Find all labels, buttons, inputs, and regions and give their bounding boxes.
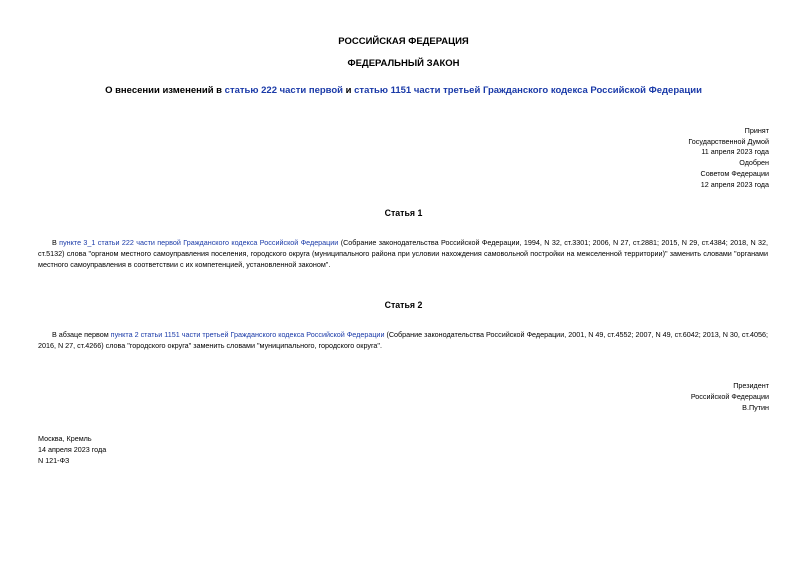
signature-line: Президент bbox=[733, 381, 769, 390]
adoption-line: Принят bbox=[744, 126, 769, 135]
article-2-heading: Статья 2 bbox=[384, 300, 423, 310]
country-heading: РОССИЙСКАЯ ФЕДЕРАЦИЯ bbox=[338, 36, 469, 47]
adoption-line: Государственной Думой bbox=[688, 136, 769, 146]
article-2-prefix: В абзаце первом bbox=[52, 330, 111, 339]
date-line: 14 апреля 2023 года bbox=[38, 444, 107, 454]
article-1-body: (Собрание законодательства Российской Федерации, 1994, N 32, ст.3301; 2006, N 27, ст.2881; 2015, N 29, ст.4384; 2018, N 32, ст.5132) слова "органом местного самоуправления поселения, городского округа (муниципального района при условии нахождения самовольной постройки на межселенной территории)" заменить словами "органами местного самоуправления в соответствии с их компетенцией, установленной законом". bbox=[38, 238, 768, 269]
article-2-link[interactable]: пункта 2 статьи 1151 части третьей Гражданского кодекса Российской Федерации bbox=[110, 330, 385, 339]
signature-block bbox=[569, 381, 769, 413]
doc-type-heading: ФЕДЕРАЛЬНЫЙ ЗАКОН bbox=[347, 58, 460, 69]
place-date-block bbox=[38, 434, 106, 466]
place-line: Москва, Кремль bbox=[38, 434, 92, 443]
adoption-line: Одобрен bbox=[739, 158, 769, 168]
article-1-heading: Статья 1 bbox=[384, 208, 423, 218]
title-link-article-222[interactable]: статью 222 части первой bbox=[224, 85, 344, 96]
title-link-article-1151[interactable]: статью 1151 части третьей Гражданского кодекса Российской Федерации bbox=[354, 85, 702, 96]
signature-line: Российской Федерации bbox=[690, 391, 769, 401]
law-title bbox=[0, 85, 807, 96]
signature-line: В.Путин bbox=[742, 402, 769, 412]
title-mid: и bbox=[343, 85, 355, 96]
article-2-body: (Собрание законодательства Российской Федерации, 2001, N 49, ст.4552; 2007, N 49, ст.6042; 2013, N 30, ст.4056; 2016, N 27, ст.4266) слова "городского округа" заменить словами "муниципального, городского округа". bbox=[38, 330, 768, 350]
adoption-block bbox=[569, 126, 769, 190]
article-1-text bbox=[38, 238, 768, 270]
law-number-line: N 121-ФЗ bbox=[38, 455, 70, 465]
adoption-line: 11 апреля 2023 года bbox=[701, 147, 769, 157]
article-1-link[interactable]: пункте 3_1 статьи 222 части первой Гражданского кодекса Российской Федерации bbox=[59, 238, 339, 247]
adoption-line: Советом Федерации bbox=[700, 168, 769, 178]
article-1-prefix: В bbox=[52, 238, 60, 247]
article-2-text bbox=[38, 330, 768, 352]
adoption-line: 12 апреля 2023 года bbox=[700, 179, 769, 189]
title-prefix: О внесении изменений в bbox=[105, 85, 225, 96]
